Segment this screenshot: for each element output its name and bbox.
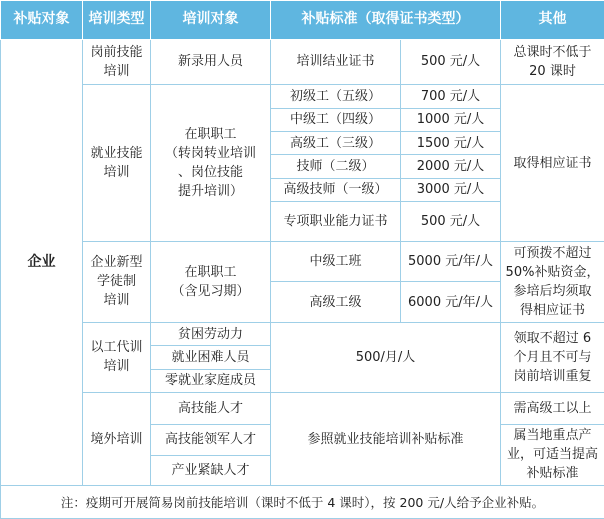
other-cell: 取得相应证书 (501, 85, 604, 241)
certificate-cell: 培训结业证书 (271, 39, 401, 85)
table-row (1, 85, 604, 108)
amount-cell: 2000 元/人 (401, 155, 501, 178)
training-target-cell: 在职职工 （含见习期） (151, 241, 271, 322)
certificate-cell: 中级工（四级） (271, 108, 401, 131)
other-cell: 可预拨不超过 50%补贴资金， 参培后均须取 得相应证书 (501, 241, 604, 322)
header-row (1, 1, 604, 40)
subsidy-object-cell: 企业 (1, 39, 83, 486)
certificate-cell: 技师（二级） (271, 155, 401, 178)
certificate-cell: 高级工（三级） (271, 132, 401, 155)
other-cell: 属当地重点产 业，可适当提高 补贴标准 (501, 424, 604, 486)
training-target-cell: 高技能人才 (151, 393, 271, 424)
certificate-cell: 中级工班 (271, 241, 401, 282)
training-target-cell: 产业紧缺人才 (151, 456, 271, 486)
training-target-cell: 贫困劳动力 (151, 322, 271, 345)
header-training-target: 培训对象 (151, 1, 271, 40)
training-target-cell: 高技能领军人才 (151, 424, 271, 455)
training-type-cell: 以工代训 培训 (83, 322, 151, 392)
standard-cell: 参照就业技能培训补贴标准 (271, 393, 501, 486)
training-type-cell: 就业技能 培训 (83, 85, 151, 241)
other-cell: 总课时不低于 20 课时 (501, 39, 604, 85)
amount-cell: 1000 元/人 (401, 108, 501, 131)
table-row (1, 241, 604, 282)
training-type-cell: 境外培训 (83, 393, 151, 486)
training-target-cell: 新录用人员 (151, 39, 271, 85)
table-row (1, 39, 604, 85)
footnote: 注：疫期可开展简易岗前技能培训（课时不低于 4 课时），按 200 元/人给予企业补贴。 (1, 486, 604, 519)
header-training-type: 培训类型 (83, 1, 151, 40)
amount-cell: 6000 元/年/人 (401, 282, 501, 323)
amount-cell: 5000 元/年/人 (401, 241, 501, 282)
certificate-cell: 专项职业能力证书 (271, 202, 401, 242)
certificate-cell: 初级工（五级） (271, 85, 401, 108)
other-cell: 领取不超过 6 个月且不可与 岗前培训重复 (501, 322, 604, 392)
amount-cell: 500 元/人 (401, 202, 501, 242)
training-type-cell: 岗前技能 培训 (83, 39, 151, 85)
amount-cell: 1500 元/人 (401, 132, 501, 155)
amount-cell: 700 元/人 (401, 85, 501, 108)
training-target-cell: 零就业家庭成员 (151, 369, 271, 392)
amount-cell: 3000 元/人 (401, 178, 501, 201)
other-cell: 需高级工以上 (501, 393, 604, 424)
training-target-cell: 就业困难人员 (151, 346, 271, 369)
standard-cell: 500/月/人 (271, 322, 501, 392)
certificate-cell: 高级工级 (271, 282, 401, 323)
training-target-cell: 在职职工 （转岗转业培训 、岗位技能 提升培训） (151, 85, 271, 241)
table-row (1, 322, 604, 345)
header-subsidy-object: 补贴对象 (1, 1, 83, 40)
header-other: 其他 (501, 1, 604, 40)
amount-cell: 500 元/人 (401, 39, 501, 85)
note-row (1, 486, 604, 519)
header-subsidy-standard: 补贴标准（取得证书类型） (271, 1, 501, 40)
table-row (1, 393, 604, 408)
training-type-cell: 企业新型 学徒制 培训 (83, 241, 151, 322)
certificate-cell: 高级技师（一级） (271, 178, 401, 201)
